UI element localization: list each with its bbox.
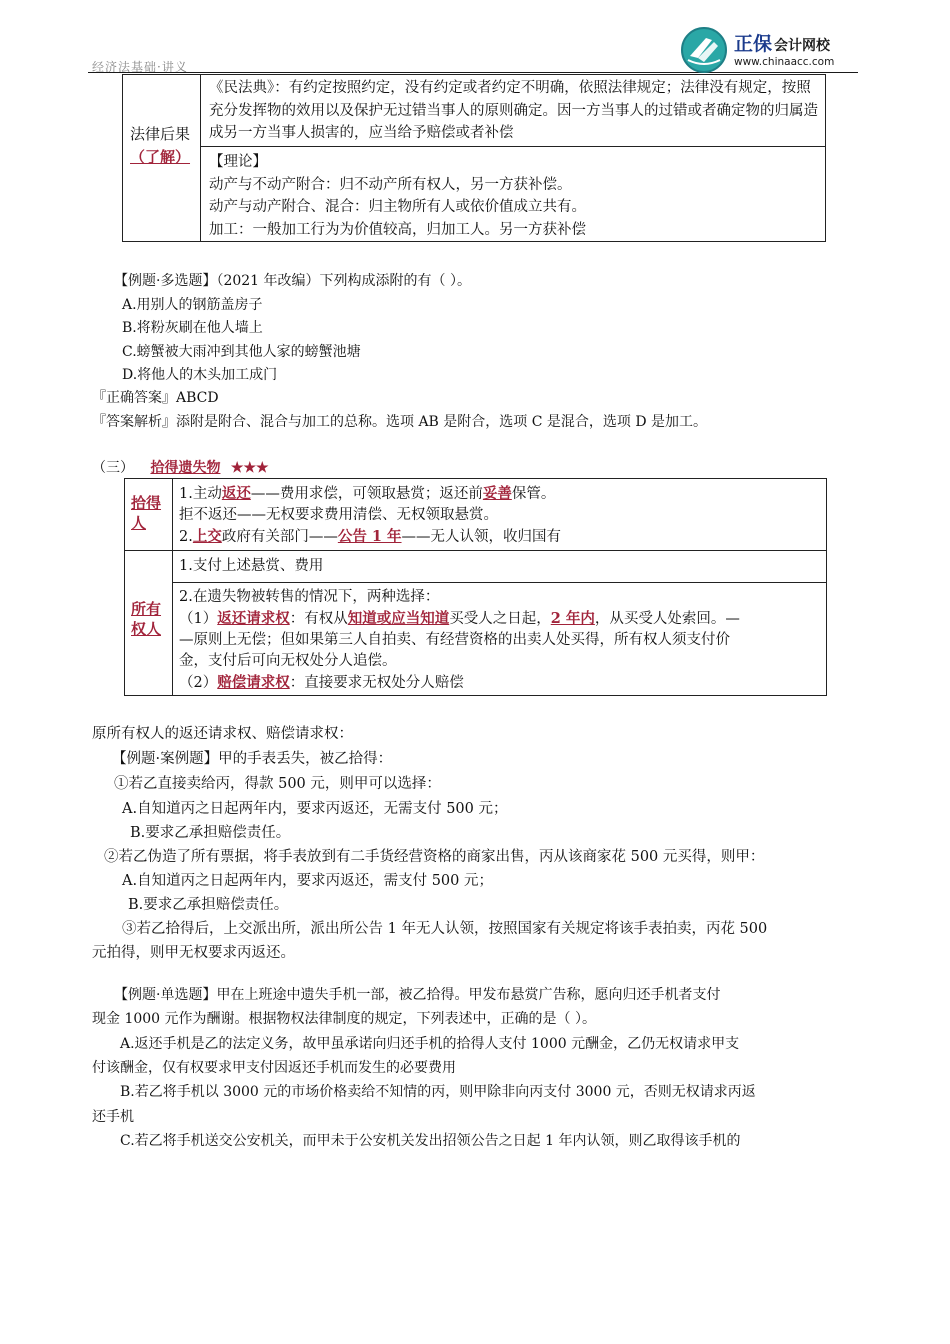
section-heading: 拾得遗失物: [150, 460, 221, 476]
logo-url: www.chinaacc.com: [734, 56, 835, 68]
case-line: ②若乙伪造了所有票据，将手表放到有二手货经营资格的商家出售，丙从该商家花 500 元买得，则甲：: [104, 849, 765, 865]
q2-line: 现金 1000 元作为酬谢。根据物权法律制度的规定，下列表述中，正确的是（ ）。: [92, 1011, 596, 1027]
case-line: A.自知道丙之日起两年内，要求丙返还，无需支付 500 元；: [122, 801, 508, 817]
q2-option-cont: 付该酬金，仅有权要求甲支付因返还手机而发生的必要费用: [92, 1060, 456, 1076]
section-title: [92, 457, 269, 477]
owner-rule-line: —原则上无偿；但如果第三人自拍卖、有经营资格的出卖人处买得，所有权人须支付价: [179, 632, 730, 648]
table1-theory-cell: [201, 147, 825, 241]
finder-label-cell: [125, 479, 173, 551]
table1-theory-line: 加工：一般加工行为为价值较高，归加工人。另一方获补偿: [209, 221, 586, 238]
q1-answer: 『正确答案』ABCD: [92, 390, 219, 406]
section-number: （三）: [92, 460, 134, 476]
q1-option: B.将粉灰刷在他人墙上: [122, 320, 263, 336]
finder-rule-line: 1.主动返还——费用求偿，可领取悬赏；返还前妥善保管。: [179, 485, 556, 502]
owner-label-cell: [125, 551, 173, 695]
table1-label-note: （了解）: [130, 148, 191, 166]
q2-option: A.返还手机是乙的法定义务，故甲虽承诺向归还手机的拾得人支付 1000 元酬金，乙仍无权请求甲支: [120, 1036, 740, 1052]
q1-stem: 【例题·多选题】（2021 年改编）下列构成添附的有（ ）。: [114, 273, 471, 289]
q2-option: B.若乙将手机以 3000 元的市场价格卖给不知情的丙，则甲除非向丙支付 3000 元，否则无权请求丙返: [120, 1084, 756, 1100]
case-stem: 【例题·案例题】甲的手表丢失，被乙拾得：: [112, 751, 393, 767]
owner-rule-line: 1.支付上述悬赏、费用: [179, 558, 324, 574]
q1-analysis: 『答案解析』添附是附合、混合与加工的总称。选项 AB 是附合，选项 C 是混合，选项 D 是加工。: [92, 414, 708, 430]
finder-rule-line: 拒不返还——无权要求费用清偿、无权领取悬赏。: [179, 507, 498, 523]
logo: [678, 26, 868, 76]
case-line: ③若乙拾得后，上交派出所，派出所公告 1 年无人认领，按照国家有关规定将该手表拍卖，丙花 500: [122, 921, 768, 937]
case-line: A.自知道丙之日起两年内，要求丙返还，需支付 500 元；: [122, 873, 493, 889]
q2-line: 【例题·单选题】甲在上班途中遗失手机一部，被乙拾得。甲发布悬赏广告称，愿向归还手机者支付: [114, 987, 721, 1003]
case-intro: 原所有权人的返还请求权、赔偿请求权：: [92, 726, 353, 742]
finder-rules-cell: [173, 479, 826, 551]
header-doc-title: 经济法基础·讲义: [92, 60, 188, 74]
logo-emblem-icon: [678, 26, 730, 74]
table1-civil-code-cell: 《民法典》：有约定按照约定，没有约定或者约定不明确，依照法律规定；法律没有规定，按照充分发挥物的效用以及保护无过错当事人的原则确定。因一方当事人的过错或者确定物的归属造成另一方当事人损害的，应当给予赔偿或者补偿: [201, 75, 825, 147]
case-line: B.要求乙承担赔偿责任。: [130, 825, 291, 841]
case-line: B.要求乙承担赔偿责任。: [128, 897, 289, 913]
owner-rule-line: （2）赔偿请求权：直接要求无权处分人赔偿: [179, 674, 464, 691]
owner-label: 所有权人: [131, 600, 162, 638]
finder-rule-line: 2.上交政府有关部门——公告 1 年——无人认领，收归国有: [179, 528, 562, 545]
table1-theory-line: 动产与动产附合、混合：归主物所有人或依价值成立共有。: [209, 199, 586, 215]
finder-label: 拾得人: [131, 494, 162, 532]
logo-brand: 正保 会计网校: [734, 33, 831, 55]
legal-consequence-table: [122, 74, 826, 242]
table1-theory-title: 【理论】: [209, 154, 267, 170]
case-line: 元拍得，则甲无权要求丙返还。: [92, 945, 295, 961]
q1-option: C.螃蟹被大雨冲到其他人家的螃蟹池塘: [122, 344, 361, 360]
q1-option: A.用别人的钢筋盖房子: [122, 297, 263, 313]
owner-rule-line: （1）返还请求权：有权从知道或应当知道买受人之日起，2 年内，从买受人处索回。—: [179, 610, 740, 627]
table1-label-cell: [123, 75, 201, 241]
q1-option: D.将他人的木头加工成门: [122, 367, 278, 383]
q2-option-cont: 还手机: [92, 1109, 134, 1125]
case-line: ①若乙直接卖给丙，得款 500 元，则甲可以选择：: [114, 776, 441, 792]
importance-stars: ★★★: [230, 460, 269, 476]
owner-rule-line: 金，支付后可向无权处分人追偿。: [179, 653, 397, 669]
owner-rule-2-cell: [173, 583, 826, 695]
lost-property-table: [124, 478, 827, 696]
owner-rule-line: 2.在遗失物被转售的情况下，两种选择：: [179, 589, 440, 605]
q2-option: C.若乙将手机送交公安机关，而甲未于公安机关发出招领公告之日起 1 年内认领，则乙取得该手机的: [120, 1133, 741, 1149]
owner-rule-1-cell: [173, 551, 826, 583]
table1-theory-line: 动产与不动产附合：归不动产所有权人，另一方获补偿。: [209, 176, 572, 193]
table1-label: 法律后果: [130, 125, 191, 143]
